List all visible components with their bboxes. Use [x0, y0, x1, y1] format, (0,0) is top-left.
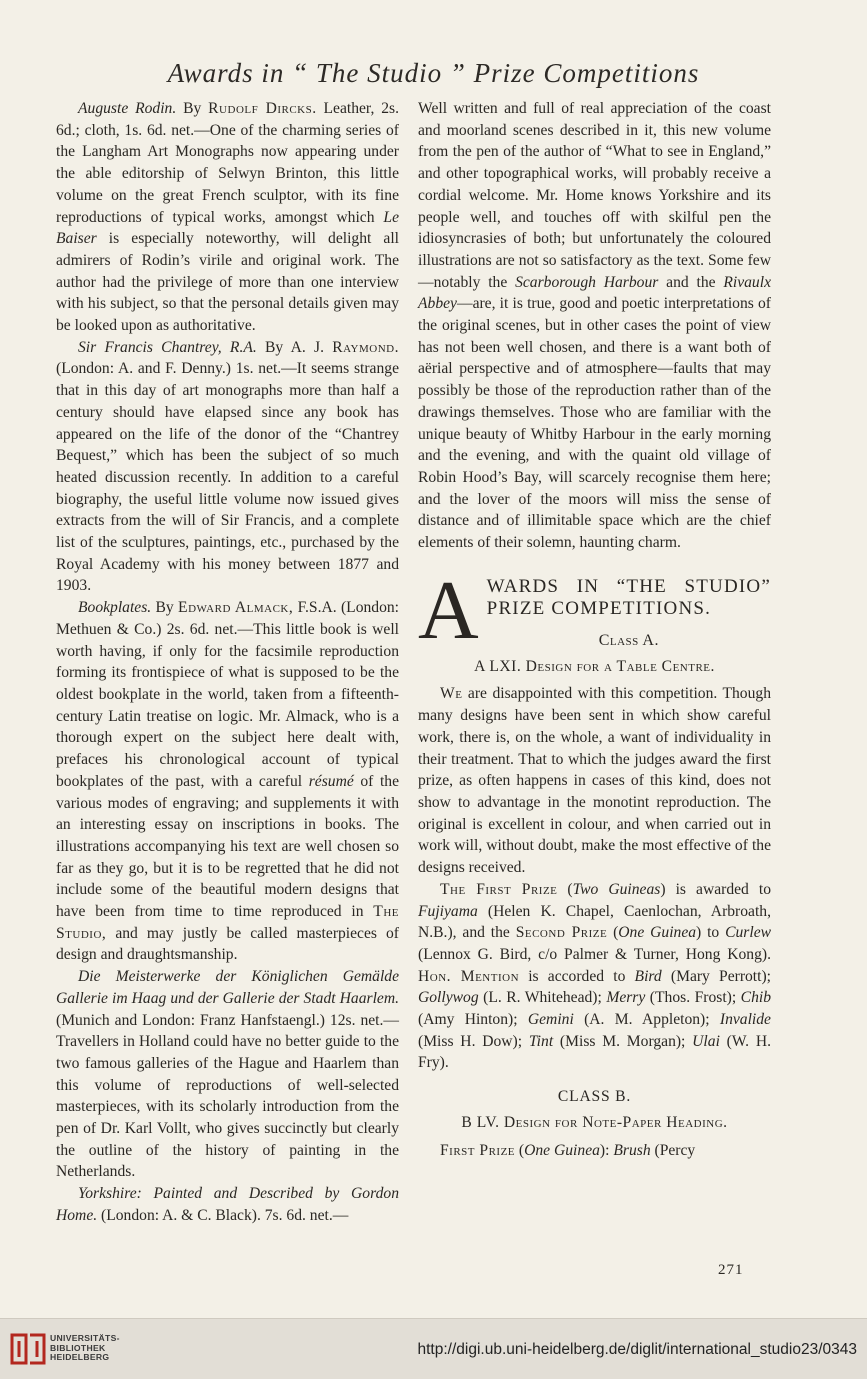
book-author: Rudolf Dircks. [208, 100, 317, 117]
competition-a-lxi: A LXI. Design for a Table Centre. [474, 657, 715, 675]
left-column [56, 98, 399, 1227]
review-yorkshire: Yorkshire: Painted and Described by Gordon Home. (London: A. & C. Black). 7s. 6d. net.— [56, 1185, 399, 1224]
review-bookplates: Bookplates. By Edward Almack, F.S.A. (London: Methuen & Co.) 2s. 6d. net.—This little book is well worth having, if only for the facsimile reproduction forming its frontispiece of what is supposed to be the oldest bookplate in the world, taken from a fifteenth-century Latin treatise on logic. Mr. Almack, who is a thorough expert on the subject here dealt with, prefaces his chronological account of typical bookplates of the past, with a careful résumé of the various modes of engraving; and supplements it with an interesting essay on inscriptions in books. The illustrations accompanying his text are well chosen so far as they go, but it is to be regretted that he did not include some of the beautiful modern designs that have been from time to time reproduced in The Studio, and may justly be called masterpieces of design and draughtsmanship. [56, 599, 400, 964]
digitization-footer [0, 1318, 867, 1379]
review-yorkshire-continued: Well written and full of real appreciation of the coast and moorland scenes described in it, this new volume from the pen of the author of “What to see in England,” and other topographical works, will probably receive a cordial welcome. Mr. Home knows Yorkshire and its people well, and touches off with skilful pen the idiosyncrasies of both; but unfortunately the coloured illustrations are not so satisfactory as the text. Some few—notably the Scarborough Harbour and the Rivaulx Abbey—are, it is true, good and poetic interpretations of the original scenes, but in other cases the point of view has not been well chosen, and there is a want both of aërial perspective and of atmosphere—faults that may possibly be those of the reproduction rather than of the drawings themselves. Those who are familiar with the unique beauty of Whitby Harbour in the early morning and the evening, and with the quaint old village of Robin Hood’s Bay, will scarcely recognise them here; and the lover of the moors will miss the sense of distance and of illimitable space which are the chief elements of their solemn, haunting charm. [418, 100, 771, 552]
section-heading [418, 563, 771, 657]
drop-cap: A [418, 563, 479, 657]
review-rodin: Auguste Rodin. By Rudolf Dircks. Leather, 2s. 6d.; cloth, 1s. 6d. net.—One of the charming series of the Langham Art Monographs now appearing under the able editorship of Selwyn Brinton, this little volume on the great French sculptor, with its fine reproductions of typical works, amongst which Le Baiser is especially noteworthy, will delight all admirers of Rodin’s virile and original work. The author had the privilege of more than one interview with his subject, so that the personal details given may be looked upon as authoritative. [56, 100, 399, 335]
right-column [418, 98, 771, 1161]
book-title: Yorkshire: Painted and Described by Gordon Home. [56, 1185, 399, 1224]
review-meisterwerke: Die Meisterwerke der Königlichen Gemälde Gallerie im Haag und der Gallerie der Stadt Haarlem. (Munich and London: Franz Hanfstaengl.) 12s. net.—Travellers in Holland could have no better guide to the two famous galleries of the Hague and Haarlem than this volume of reproductions of well-selected masterpieces, with its scholarly introduction from the pen of Dr. Karl Vollt, who gives succinctly but clearly the outline of the history of painting in the Netherlands. [56, 968, 399, 1181]
book-author: Raymond. [332, 338, 400, 356]
prize-b-lv: First Prize (One Guinea): Brush (Percy [440, 1141, 696, 1159]
library-name: UNIVERSITÄTS- BIBLIOTHEK HEIDELBERG [50, 1333, 120, 1363]
running-title: Awards in “ The Studio ” Prize Competitions [167, 58, 700, 88]
book-title: Bookplates. [78, 599, 152, 617]
book-title: Auguste Rodin. [78, 100, 177, 117]
source-url-link[interactable]: http://digi.ub.uni-heidelberg.de/diglit/international_studio23/0343 [417, 1341, 857, 1358]
library-logo-icon [10, 1331, 46, 1367]
class-a-heading: Class A. [598, 631, 659, 649]
section-title-line2: PRIZE COMPETITIONS. [486, 597, 712, 619]
prize-awards: The First Prize (Two Guineas) is awarded to Fujiyama (Helen K. Chapel, Caenlochan, Arbroath, N.B.), and the Second Prize (One Guinea) to Curlew (Lennox G. Bird, c/o Palmer & Turner, Hong Kong). Hon. Mention is accorded to Bird (Mary Perrott); Gollywog (L. R. Whitehead); Merry (Thos. Frost); Chib (Amy Hinton); Gemini (A. M. Appleton); Invalide (Miss H. Dow); Tint (Miss M. Morgan); Ulai (W. H. Fry). [418, 880, 772, 1072]
judges-comment: We are disappointed with this competition. Though many designs have been sent in which show careful work, there is, on the whole, a want of individuality in their treatment. That to which the judges award the first prize, as often happens in cases of this kind, does not show to advantage in the monotint reproduction. The original is excellent in colour, and when carried out in work will, without doubt, make the most effective of the designs received. [418, 685, 771, 877]
class-b-heading: CLASS B. [557, 1088, 632, 1106]
book-title: Die Meisterwerke der Königlichen Gemälde Gallerie im Haag und der Gallerie der Stadt Haarlem. [56, 968, 399, 1007]
review-chantrey: Sir Francis Chantrey, R.A. By A. J. Raymond. (London: A. and F. Denny.) 1s. net.—It seems strange that in this day of art monographs more than half a century should have elapsed since any book has appeared on the life of the donor of the “Chantrey Bequest,” which has been the subject of so much heated discussion recently. In addition to a careful biography, the useful little volume now issued gives extracts from the will of Sir Francis, and a complete list of the sculptures, paintings, etc., purchased by the Royal Academy with his money between 1877 and 1903. [56, 338, 400, 595]
competition-b-lv: B LV. Design for Note-Paper Heading. [461, 1113, 728, 1131]
section-title-line1: WARDS IN “THE STUDIO” [486, 575, 771, 597]
page-number: 271 [718, 1262, 744, 1278]
book-title: Sir Francis Chantrey, R.A. [78, 338, 257, 356]
book-author: Edward Almack, [178, 599, 294, 617]
